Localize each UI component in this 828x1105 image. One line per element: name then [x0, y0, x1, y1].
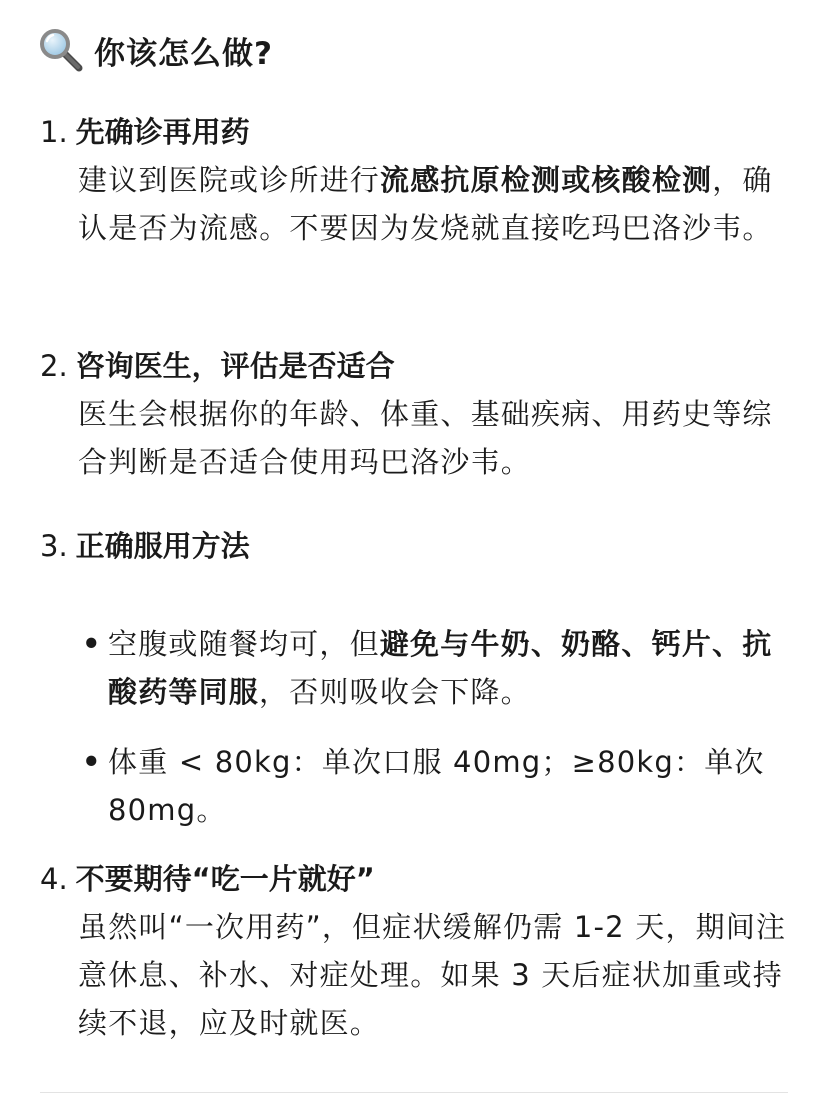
step-2-body: 医生会根据你的年龄、体重、基础疾病、用药史等综合判断是否适合使用玛巴洛沙韦。	[78, 397, 773, 479]
step-3-title: 3. 正确服用方法	[40, 529, 250, 563]
step-2	[40, 342, 788, 486]
step-number: 3.	[40, 529, 68, 563]
step-number: 1.	[40, 115, 68, 149]
step-number: 4.	[40, 862, 68, 896]
emphasis-text: 避免与牛奶、奶酪、钙片、抗酸药等同服	[108, 627, 773, 709]
bullet-item: • 空腹或随餐均可，但避免与牛奶、奶酪、钙片、抗酸药等同服，否则吸收会下降。	[108, 620, 788, 716]
step-1-title: 1. 先确诊再用药	[40, 115, 250, 149]
step-4-title: 4. 不要期待“吃一片就好”	[40, 862, 375, 896]
magnifying-glass-icon	[38, 27, 84, 73]
step-1	[40, 108, 788, 252]
step-4	[40, 855, 788, 1047]
heading-title: 你该怎么做?	[94, 35, 273, 72]
divider	[40, 1092, 788, 1093]
emphasis-text: 流感抗原检测或核酸检测	[380, 163, 713, 197]
step-2-title: 2. 咨询医生，评估是否适合	[40, 349, 395, 383]
bullet-dot: •	[82, 745, 102, 779]
step-1-body: 建议到医院或诊所进行流感抗原检测或核酸检测，确认是否为流感。不要因为发烧就直接吃玛巴洛沙韦。	[78, 163, 773, 245]
step-4-body: 虽然叫“一次用药”，但症状缓解仍需 1-2 天，期间注意休息、补水、对症处理。如果 3 天后症状加重或持续不退，应及时就医。	[78, 910, 787, 1040]
bullet-item: • 体重 < 80kg：单次口服 40mg；≥80kg：单次 80mg。	[108, 738, 788, 834]
section-heading	[38, 26, 273, 74]
bullet-dot: •	[82, 627, 102, 661]
step-number: 2.	[40, 349, 68, 383]
step-3	[40, 522, 788, 834]
